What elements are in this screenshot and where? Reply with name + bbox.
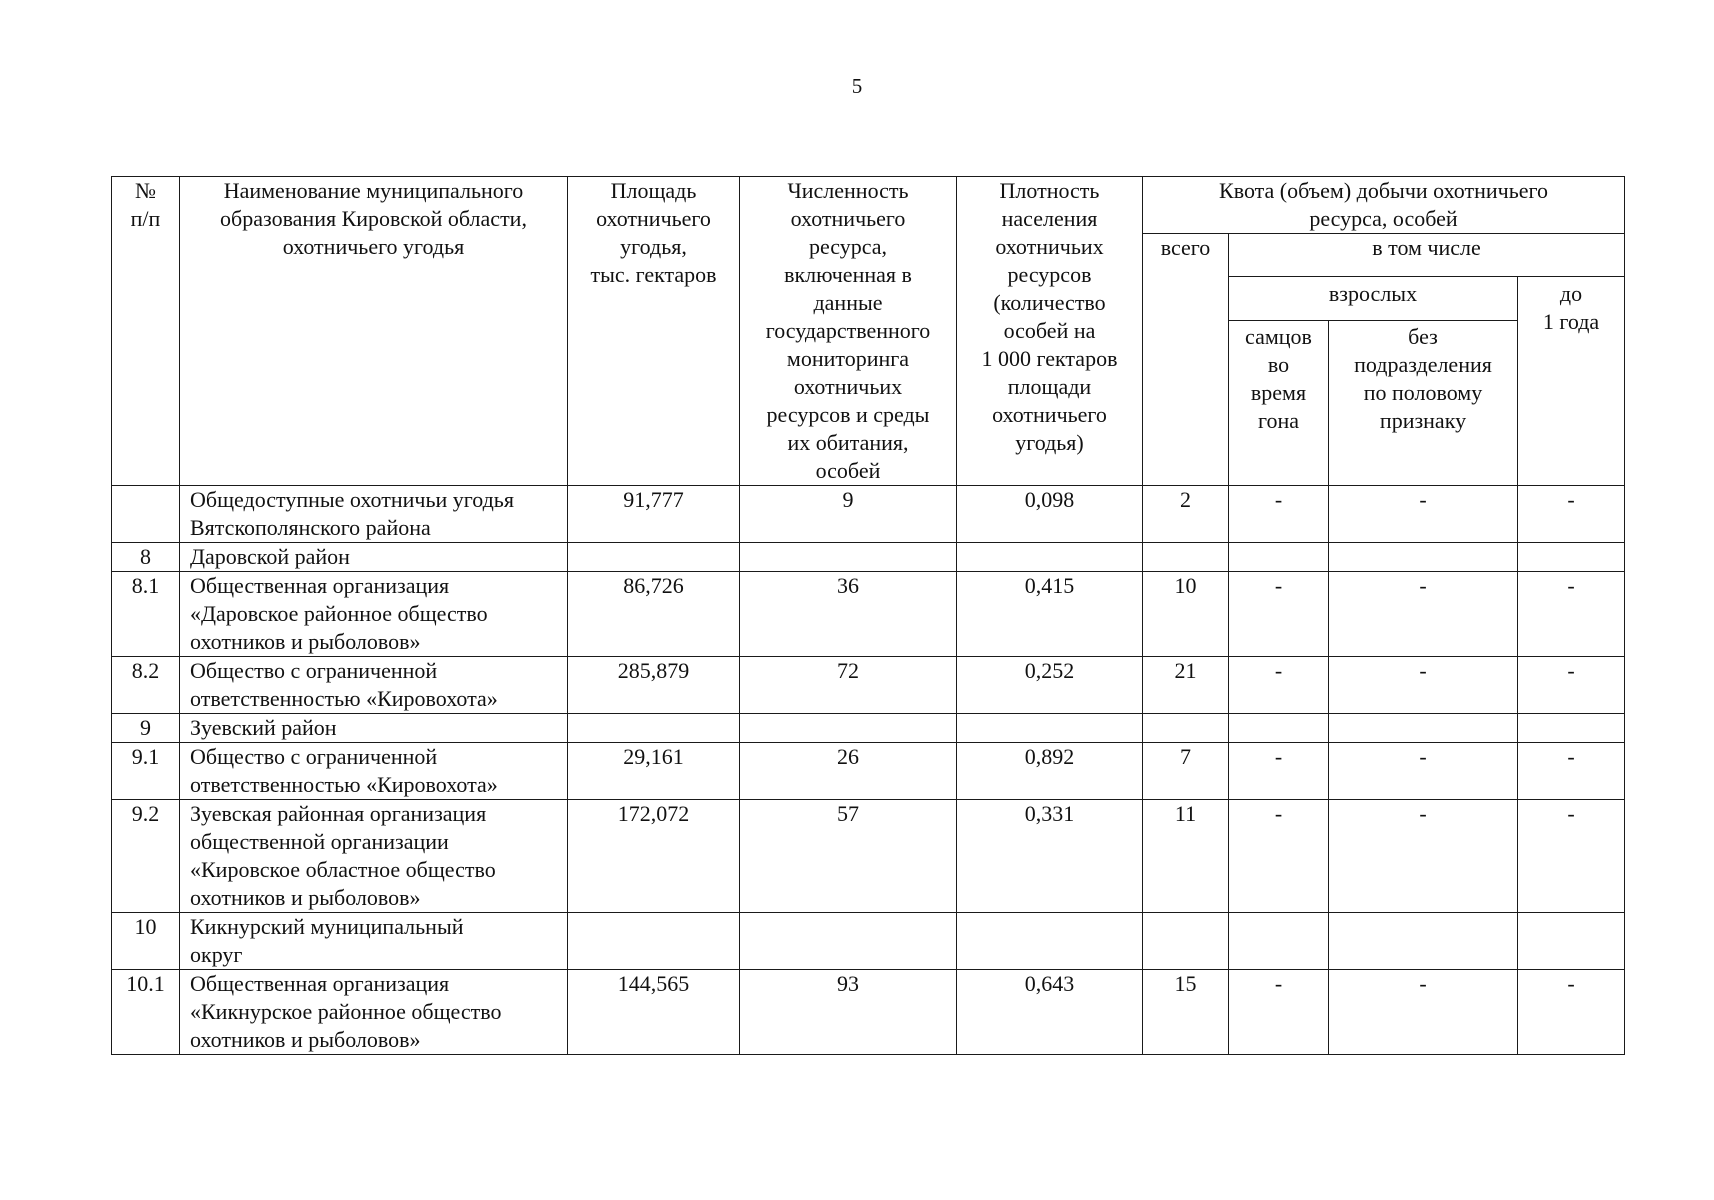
- header-adults: взрослых: [1229, 277, 1518, 321]
- cell-under1: [1518, 543, 1625, 572]
- cell-total: 2: [1143, 486, 1229, 543]
- cell-nosex: -: [1329, 970, 1518, 1055]
- cell-under1: [1518, 714, 1625, 743]
- cell-num: 8.2: [112, 657, 180, 714]
- table-header: [112, 177, 1625, 486]
- table-row: [112, 543, 1625, 572]
- cell-count: [740, 543, 957, 572]
- cell-nosex: -: [1329, 800, 1518, 913]
- table-row: [112, 743, 1625, 800]
- cell-under1: -: [1518, 743, 1625, 800]
- table-row: [112, 970, 1625, 1055]
- cell-nosex: [1329, 543, 1518, 572]
- cell-males: -: [1229, 970, 1329, 1055]
- cell-area: 172,072: [568, 800, 740, 913]
- cell-count: 36: [740, 572, 957, 657]
- header-males: самцов во время гона: [1229, 321, 1329, 486]
- cell-name: Зуевский район: [180, 714, 568, 743]
- cell-area: 144,565: [568, 970, 740, 1055]
- cell-males: -: [1229, 572, 1329, 657]
- cell-num: 8: [112, 543, 180, 572]
- header-num: № п/п: [112, 177, 180, 486]
- cell-total: 21: [1143, 657, 1229, 714]
- cell-males: -: [1229, 657, 1329, 714]
- header-count: Численность охотничьего ресурса, включенная в данные государственного мониторинга охотничьих ресурсов и среды их обитания, особей: [740, 177, 957, 486]
- table-row: [112, 913, 1625, 970]
- cell-name: Общедоступные охотничьи угодья Вятскополянского района: [180, 486, 568, 543]
- cell-area: [568, 714, 740, 743]
- cell-name: Общество с ограниченной ответственностью «Кировохота»: [180, 743, 568, 800]
- header-including: в том числе: [1229, 234, 1625, 277]
- cell-total: [1143, 913, 1229, 970]
- cell-area: 285,879: [568, 657, 740, 714]
- cell-under1: -: [1518, 800, 1625, 913]
- cell-nosex: -: [1329, 657, 1518, 714]
- cell-nosex: -: [1329, 486, 1518, 543]
- cell-density: 0,415: [957, 572, 1143, 657]
- cell-under1: -: [1518, 486, 1625, 543]
- cell-density: 0,643: [957, 970, 1143, 1055]
- cell-num: 9: [112, 714, 180, 743]
- cell-name: Даровской район: [180, 543, 568, 572]
- header-quota: Квота (объем) добычи охотничьего ресурса, особей: [1143, 177, 1625, 234]
- cell-num: 9.2: [112, 800, 180, 913]
- cell-name: Зуевская районная организация общественной организации «Кировское областное общество охотников и рыболовов»: [180, 800, 568, 913]
- cell-total: [1143, 714, 1229, 743]
- cell-count: 93: [740, 970, 957, 1055]
- cell-area: [568, 543, 740, 572]
- cell-males: -: [1229, 486, 1329, 543]
- header-area: Площадь охотничьего угодья, тыс. гектаров: [568, 177, 740, 486]
- table-row: [112, 714, 1625, 743]
- page-number: 5: [851, 74, 863, 98]
- cell-name: Кикнурский муниципальный округ: [180, 913, 568, 970]
- cell-count: [740, 714, 957, 743]
- table-body: [112, 486, 1625, 1055]
- table-row: [112, 572, 1625, 657]
- cell-males: -: [1229, 800, 1329, 913]
- cell-area: 29,161: [568, 743, 740, 800]
- cell-num: 10: [112, 913, 180, 970]
- cell-under1: -: [1518, 572, 1625, 657]
- cell-total: 11: [1143, 800, 1229, 913]
- cell-under1: -: [1518, 657, 1625, 714]
- cell-males: [1229, 913, 1329, 970]
- cell-density: [957, 913, 1143, 970]
- cell-count: 26: [740, 743, 957, 800]
- hunting-quota-table: [111, 176, 1625, 1055]
- cell-total: 7: [1143, 743, 1229, 800]
- cell-density: [957, 543, 1143, 572]
- cell-density: 0,892: [957, 743, 1143, 800]
- cell-area: 91,777: [568, 486, 740, 543]
- cell-name: Общественная организация «Кикнурское районное общество охотников и рыболовов»: [180, 970, 568, 1055]
- cell-name: Общество с ограниченной ответственностью «Кировохота»: [180, 657, 568, 714]
- cell-nosex: [1329, 913, 1518, 970]
- table-row: [112, 486, 1625, 543]
- cell-area: [568, 913, 740, 970]
- header-total: всего: [1143, 234, 1229, 486]
- cell-num: 9.1: [112, 743, 180, 800]
- cell-total: 10: [1143, 572, 1229, 657]
- cell-density: 0,098: [957, 486, 1143, 543]
- cell-males: -: [1229, 743, 1329, 800]
- cell-density: 0,252: [957, 657, 1143, 714]
- header-density: Плотность населения охотничьих ресурсов (количество особей на 1 000 гектаров площади охотничьего угодья): [957, 177, 1143, 486]
- header-name: Наименование муниципального образования Кировской области, охотничьего угодья: [180, 177, 568, 486]
- cell-total: 15: [1143, 970, 1229, 1055]
- cell-males: [1229, 714, 1329, 743]
- cell-count: [740, 913, 957, 970]
- cell-num: 10.1: [112, 970, 180, 1055]
- table-row: [112, 800, 1625, 913]
- cell-count: 9: [740, 486, 957, 543]
- cell-males: [1229, 543, 1329, 572]
- header-under1: до 1 года: [1518, 277, 1625, 486]
- cell-nosex: -: [1329, 572, 1518, 657]
- cell-name: Общественная организация «Даровское районное общество охотников и рыболовов»: [180, 572, 568, 657]
- cell-num: [112, 486, 180, 543]
- cell-area: 86,726: [568, 572, 740, 657]
- cell-nosex: [1329, 714, 1518, 743]
- cell-density: [957, 714, 1143, 743]
- cell-density: 0,331: [957, 800, 1143, 913]
- header-nosex: без подразделения по половому признаку: [1329, 321, 1518, 486]
- cell-under1: [1518, 913, 1625, 970]
- cell-nosex: -: [1329, 743, 1518, 800]
- cell-count: 57: [740, 800, 957, 913]
- table-row: [112, 657, 1625, 714]
- cell-num: 8.1: [112, 572, 180, 657]
- cell-under1: -: [1518, 970, 1625, 1055]
- cell-count: 72: [740, 657, 957, 714]
- cell-total: [1143, 543, 1229, 572]
